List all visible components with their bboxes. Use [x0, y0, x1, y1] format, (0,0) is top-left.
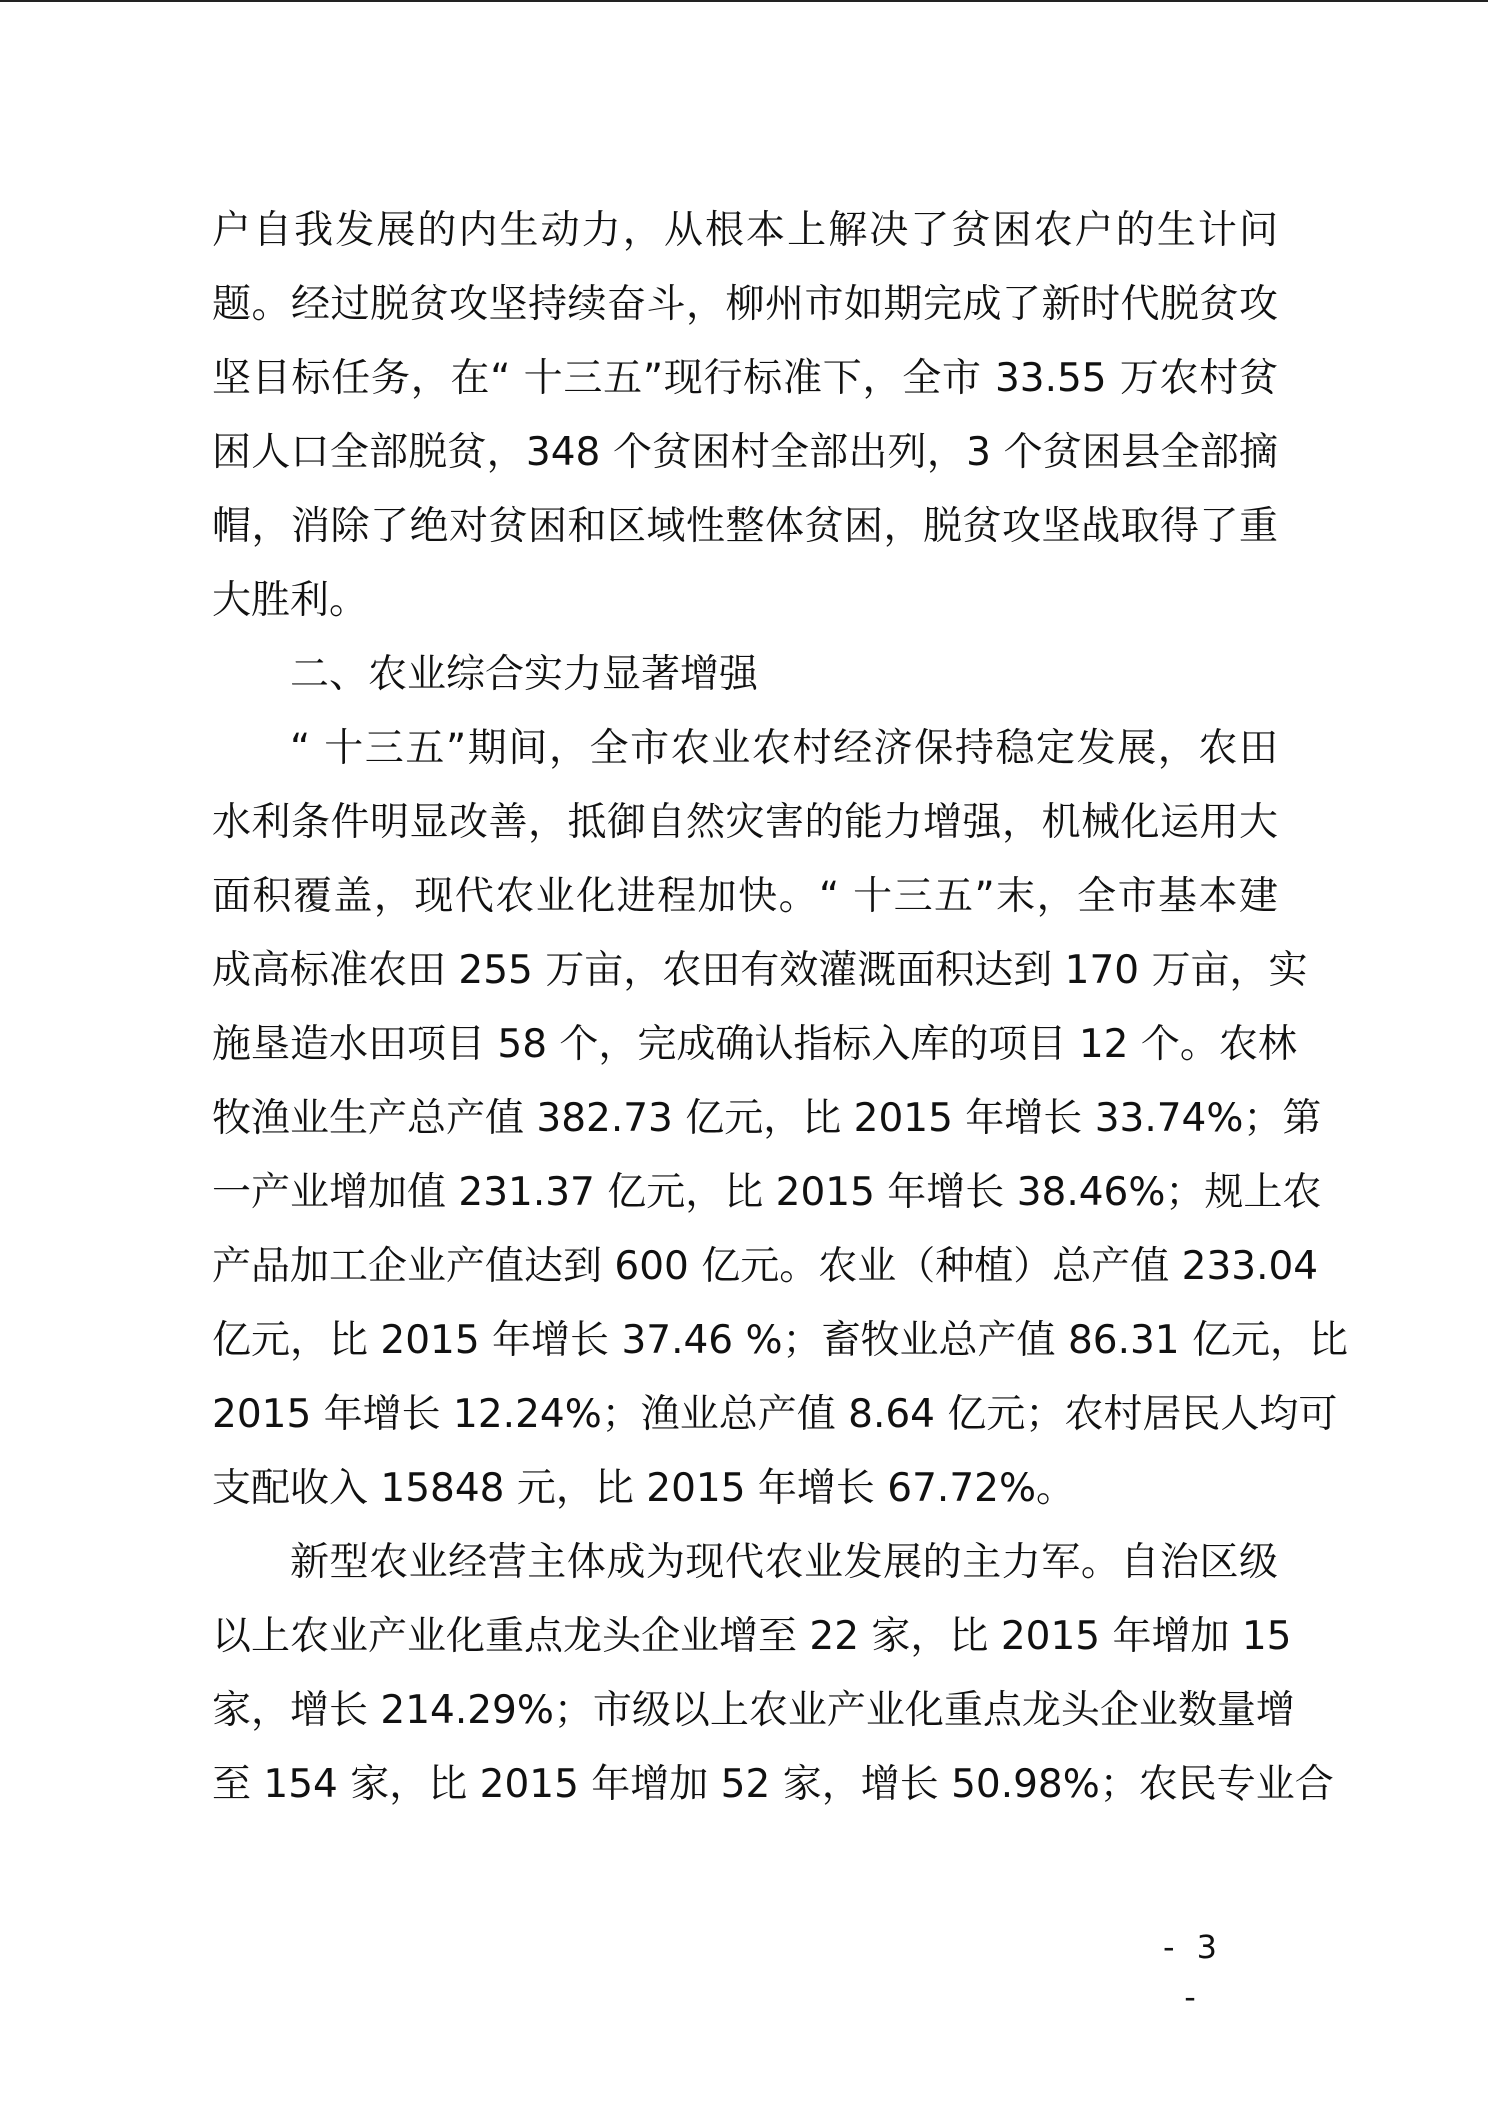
text-line: 坚目标任务，在“ 十三五”现行标准下，全市 33.55 万农村贫 — [212, 356, 1278, 401]
text-line: 施垦造水田项目 58 个，完成确认指标入库的项目 12 个。农林 — [212, 1022, 1297, 1067]
text-line: “ 十三五”期间，全市农业农村经济保持稳定发展，农田 — [290, 726, 1278, 771]
text-line: 一产业增加值 231.37 亿元，比 2015 年增长 38.46%；规上农 — [212, 1170, 1322, 1215]
text-line: 帽，消除了绝对贫困和区域性整体贫困，脱贫攻坚战取得了重 — [212, 504, 1278, 549]
text-line: 至 154 家，比 2015 年增加 52 家，增长 50.98%；农民专业合 — [212, 1762, 1334, 1807]
paragraph-agriculture-strength — [212, 712, 1348, 1526]
text-line: 困人口全部脱贫，348 个贫困村全部出列，3 个贫困县全部摘 — [212, 430, 1278, 475]
text-line: 牧渔业生产总产值 382.73 亿元，比 2015 年增长 33.74%；第 — [212, 1096, 1322, 1141]
text-line: 题。经过脱贫攻坚持续奋斗，柳州市如期完成了新时代脱贫攻 — [212, 282, 1278, 327]
text-line: 新型农业经营主体成为现代农业发展的主力军。自治区级 — [290, 1540, 1278, 1585]
text-line: 面积覆盖，现代农业化进程加快。“ 十三五”末，全市基本建 — [212, 874, 1278, 919]
page-number: - 3 - — [1162, 1928, 1224, 2016]
text-line: 亿元，比 2015 年增长 37.46 %；畜牧业总产值 86.31 亿元，比 — [212, 1318, 1348, 1363]
text-line: 支配收入 15848 元，比 2015 年增长 67.72%。 — [212, 1466, 1076, 1511]
text-line: 成高标准农田 255 万亩，农田有效灌溉面积达到 170 万亩，实 — [212, 948, 1308, 993]
page-top-border — [0, 0, 1488, 2]
paragraph-poverty-alleviation — [212, 194, 1278, 638]
text-line: 大胜利。 — [212, 578, 369, 623]
text-line: 家，增长 214.29%；市级以上农业产业化重点龙头企业数量增 — [212, 1688, 1295, 1733]
paragraph-new-business-entities — [212, 1526, 1334, 1822]
text-line: 以上农业产业化重点龙头企业增至 22 家，比 2015 年增加 15 — [212, 1614, 1292, 1659]
text-line: 户自我发展的内生动力，从根本上解决了贫困农户的生计问 — [212, 208, 1278, 253]
text-line: 水利条件明显改善，抵御自然灾害的能力增强，机械化运用大 — [212, 800, 1278, 845]
document-body — [212, 194, 1348, 1822]
text-line: 2015 年增长 12.24%；渔业总产值 8.64 亿元；农村居民人均可 — [212, 1392, 1338, 1437]
section-heading: 二、农业综合实力显著增强 — [290, 652, 759, 697]
text-line: 产品加工企业产值达到 600 亿元。农业（种植）总产值 233.04 — [212, 1244, 1319, 1289]
